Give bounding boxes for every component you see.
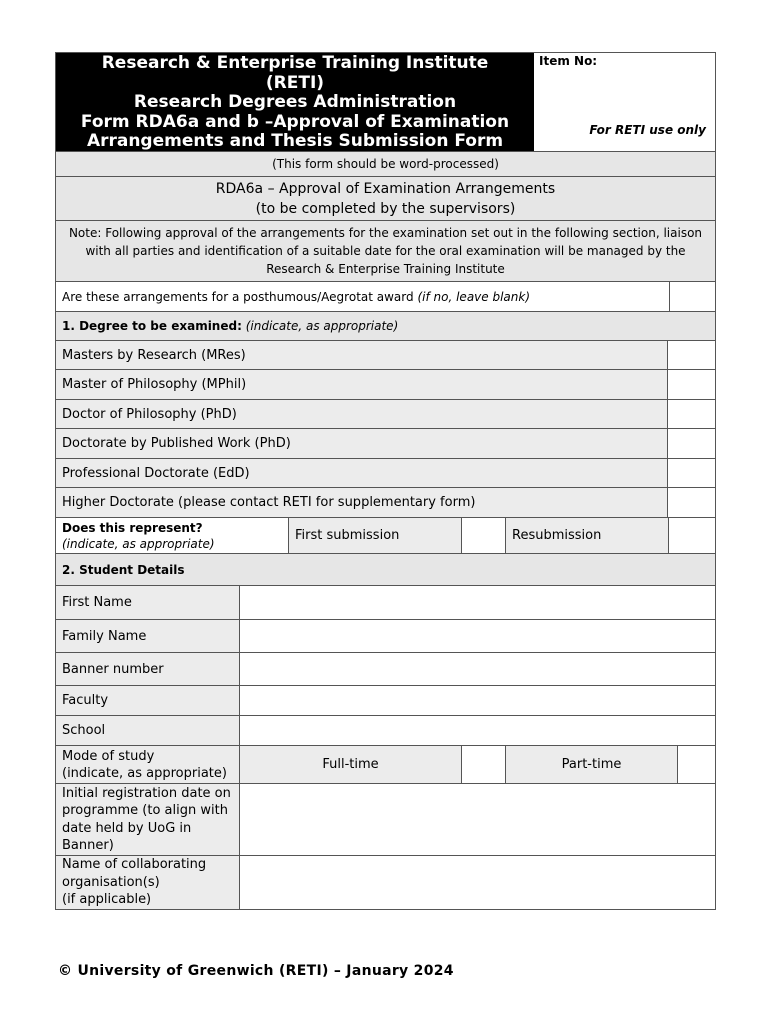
registration-date-line-1: Initial registration date on xyxy=(62,785,231,801)
posthumous-checkbox[interactable] xyxy=(669,282,715,311)
student-field-row xyxy=(55,620,716,653)
word-processed-row xyxy=(55,152,716,177)
student-field-row xyxy=(55,686,716,716)
student-details-heading: 2. Student Details xyxy=(56,554,715,585)
word-processed-note: (This form should be word-processed) xyxy=(56,152,715,176)
first-name-label: First Name xyxy=(56,586,239,619)
student-field-row xyxy=(55,716,716,746)
faculty-field[interactable] xyxy=(239,686,715,715)
degree-option-published-work: Doctorate by Published Work (PhD) xyxy=(56,429,667,458)
degree-option-edd: Professional Doctorate (EdD) xyxy=(56,459,667,487)
title-line-4: Form RDA6a and b –Approval of Examination xyxy=(80,111,510,132)
degree-checkbox-edd[interactable] xyxy=(667,459,715,487)
title-line-5: Arrangements and Thesis Submission Form xyxy=(86,131,504,151)
full-time-label: Full-time xyxy=(239,746,461,783)
degree-option-row xyxy=(55,341,716,370)
degree-checkbox-mres[interactable] xyxy=(667,341,715,369)
section-a-title xyxy=(56,177,715,220)
collaborating-org-line-3: (if applicable) xyxy=(62,892,152,908)
mode-of-study-label xyxy=(56,746,239,783)
submission-type-question xyxy=(56,518,288,553)
registration-date-line-2: programme (to align with xyxy=(62,803,228,818)
family-name-label: Family Name xyxy=(56,620,239,652)
banner-number-label: Banner number xyxy=(56,653,239,685)
section-a-note-row xyxy=(55,221,716,282)
degree-heading-hint: (indicate, as appropriate) xyxy=(245,319,399,333)
degree-option-phd: Doctor of Philosophy (PhD) xyxy=(56,400,667,428)
degree-heading-row xyxy=(55,312,716,341)
faculty-label: Faculty xyxy=(56,686,239,715)
resubmission-label: Resubmission xyxy=(505,518,668,553)
collaborating-org-field[interactable] xyxy=(239,856,715,909)
registration-date-row xyxy=(55,784,716,856)
reti-use-label: For RETI use only xyxy=(589,123,706,137)
section-a-subtitle: (to be completed by the supervisors) xyxy=(255,200,516,217)
degree-option-row xyxy=(55,429,716,459)
first-submission-checkbox[interactable] xyxy=(461,518,505,553)
banner-number-field[interactable] xyxy=(239,653,715,685)
form-title xyxy=(56,53,534,151)
form-header xyxy=(55,52,716,152)
student-heading-row xyxy=(55,554,716,586)
family-name-field[interactable] xyxy=(239,620,715,652)
mode-of-study-title: Mode of study xyxy=(62,748,155,764)
posthumous-row xyxy=(55,282,716,312)
student-field-row xyxy=(55,586,716,620)
school-field[interactable] xyxy=(239,716,715,745)
copyright-footer: © University of Greenwich (RETI) – January 2024 xyxy=(58,963,454,979)
posthumous-hint: (if no, leave blank) xyxy=(417,289,531,304)
collaborating-org-label xyxy=(56,856,239,909)
submission-type-hint: (indicate, as appropriate) xyxy=(62,536,215,551)
degree-checkbox-phd[interactable] xyxy=(667,400,715,428)
title-line-1: Research & Enterprise Training Institute xyxy=(101,53,489,73)
degree-option-row xyxy=(55,488,716,518)
submission-type-label: Does this represent? xyxy=(62,520,203,535)
school-label: School xyxy=(56,716,239,745)
registration-date-field[interactable] xyxy=(239,784,715,855)
submission-type-row xyxy=(55,518,716,554)
mode-of-study-row xyxy=(55,746,716,784)
collaborating-org-line-1: Name of collaborating xyxy=(62,857,207,873)
degree-checkbox-published-work[interactable] xyxy=(667,429,715,458)
section-a-heading: RDA6a – Approval of Examination Arrangements xyxy=(215,180,556,197)
degree-option-higher-doctorate: Higher Doctorate (please contact RETI for supplementary form) xyxy=(56,488,667,517)
degree-checkbox-higher-doctorate[interactable] xyxy=(667,488,715,517)
registration-date-label xyxy=(56,784,239,855)
part-time-label: Part-time xyxy=(505,746,677,783)
item-no-box[interactable] xyxy=(534,53,715,151)
part-time-checkbox[interactable] xyxy=(677,746,715,783)
registration-date-line-3: date held by UoG in xyxy=(62,820,192,836)
degree-heading-label: 1. Degree to be examined: xyxy=(62,319,242,333)
resubmission-checkbox[interactable] xyxy=(668,518,715,553)
registration-date-line-4: Banner) xyxy=(62,838,114,853)
first-submission-label: First submission xyxy=(288,518,461,553)
title-line-3: Research Degrees Administration xyxy=(133,92,457,112)
student-field-row xyxy=(55,653,716,686)
collaborating-org-row xyxy=(55,856,716,910)
posthumous-label: Are these arrangements for a posthumous/Aegrotat award xyxy=(62,289,414,304)
degree-option-mphil: Master of Philosophy (MPhil) xyxy=(56,370,667,399)
first-name-field[interactable] xyxy=(239,586,715,619)
degree-option-mres: Masters by Research (MRes) xyxy=(56,341,667,369)
degree-checkbox-mphil[interactable] xyxy=(667,370,715,399)
posthumous-question xyxy=(56,282,669,311)
item-no-label: Item No: xyxy=(539,54,598,68)
full-time-checkbox[interactable] xyxy=(461,746,505,783)
section-a-title-row xyxy=(55,177,716,221)
degree-option-row xyxy=(55,370,716,400)
degree-heading xyxy=(56,312,715,340)
rda6-form xyxy=(55,52,716,910)
mode-of-study-hint: (indicate, as appropriate) xyxy=(62,765,227,781)
degree-option-row xyxy=(55,459,716,488)
section-a-note: Note: Following approval of the arrangements for the examination set out in the following section, liaison with all parties and identification of a suitable date for the oral examination will be managed by the Research & Enterprise Training Institute xyxy=(56,221,715,281)
degree-option-row xyxy=(55,400,716,429)
title-line-2: (RETI) xyxy=(265,72,325,93)
collaborating-org-line-2: organisation(s) xyxy=(62,874,160,890)
